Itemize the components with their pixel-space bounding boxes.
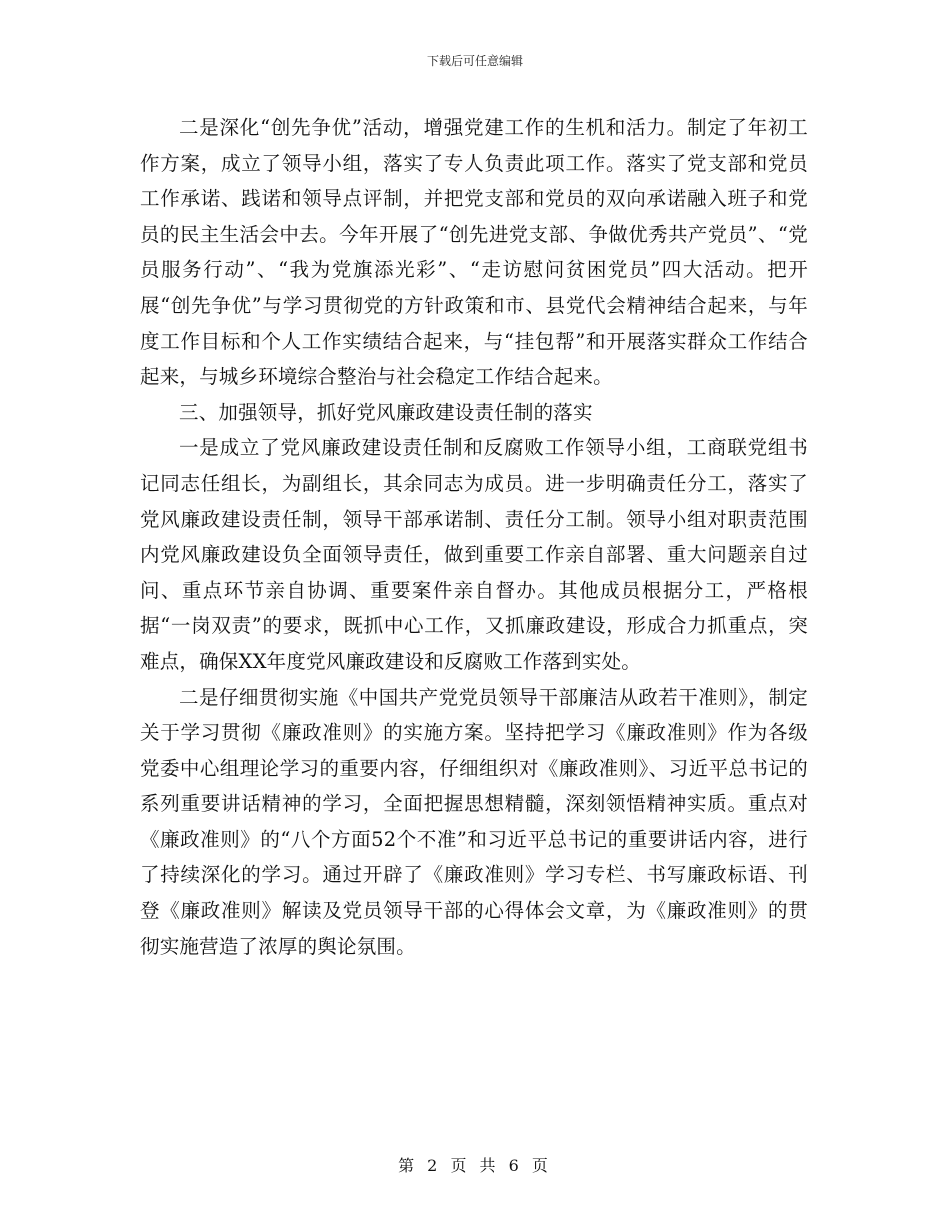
section-heading-three: 三、加强领导，抓好党风廉政建设责任制的落实 [179, 400, 593, 424]
paragraph-chuangxian-zhengyou: 二是深化“创先争优”活动，增强党建工作的生机和活力。制定了年初工作方案，成立了领导小组，落实了专人负责此项工作。落实了党支部和党员工作承诺、践诺和领导点评制，并把党支部和党员的双向承诺融入班子和党员的民主生活会中去。今年开展了“创先进党支部、争做优秀共产党员”、“党员服务行动”、“我为党旗添光彩”、“走访慰问贫困党员”四大活动。把开展“创先争优”与学习贯彻党的方针政策和市、县党代会精神结合起来，与年度工作目标和个人工作实绩结合起来，与“挂包帮”和开展落实群众工作结合起来，与城乡环境综合整治与社会稳定工作结合起来。 [140, 116, 808, 389]
paragraph-responsibility-system: 一是成立了党风廉政建设责任制和反腐败工作领导小组，工商联党组书记同志任组长，为副组长，其余同志为成员。进一步明确责任分工，落实了党风廉政建设责任制，领导干部承诺制、责任分工制。领导小组对职责范围内党风廉政建设负全面领导责任，做到重要工作亲自部署、重大问题亲自过问、重点环节亲自协调、重要案件亲自督办。其他成员根据分工，严格根据“一岗双责”的要求，既抓中心工作，又抓廉政建设，形成合力抓重点，突难点，确保XX年度党风廉政建设和反腐败工作落到实处。 [140, 436, 808, 673]
page-header-note: 下载后可任意编辑 [426, 54, 523, 68]
paragraph-integrity-guidelines: 二是仔细贯彻实施《中国共产党党员领导干部廉洁从政若干准则》，制定关于学习贯彻《廉政准则》的实施方案。坚持把学习《廉政准则》作为各级党委中心组理论学习的重要内容，仔细组织对《廉政准则》、习近平总书记的系列重要讲话精神的学习，全面把握思想精髓，深刻领悟精神实质。重点对《廉政准则》的“八个方面52个不准”和习近平总书记的重要讲话内容，进行了持续深化的学习。通过开辟了《廉政准则》学习专栏、书写廉政标语、刊登《廉政准则》解读及党员领导干部的心得体会文章，为《廉政准则》的贯彻实施营造了浓厚的舆论氛围。 [140, 685, 808, 958]
page-number-footer: 第 2 页 共 6 页 [398, 1156, 552, 1175]
document-body [140, 110, 808, 964]
